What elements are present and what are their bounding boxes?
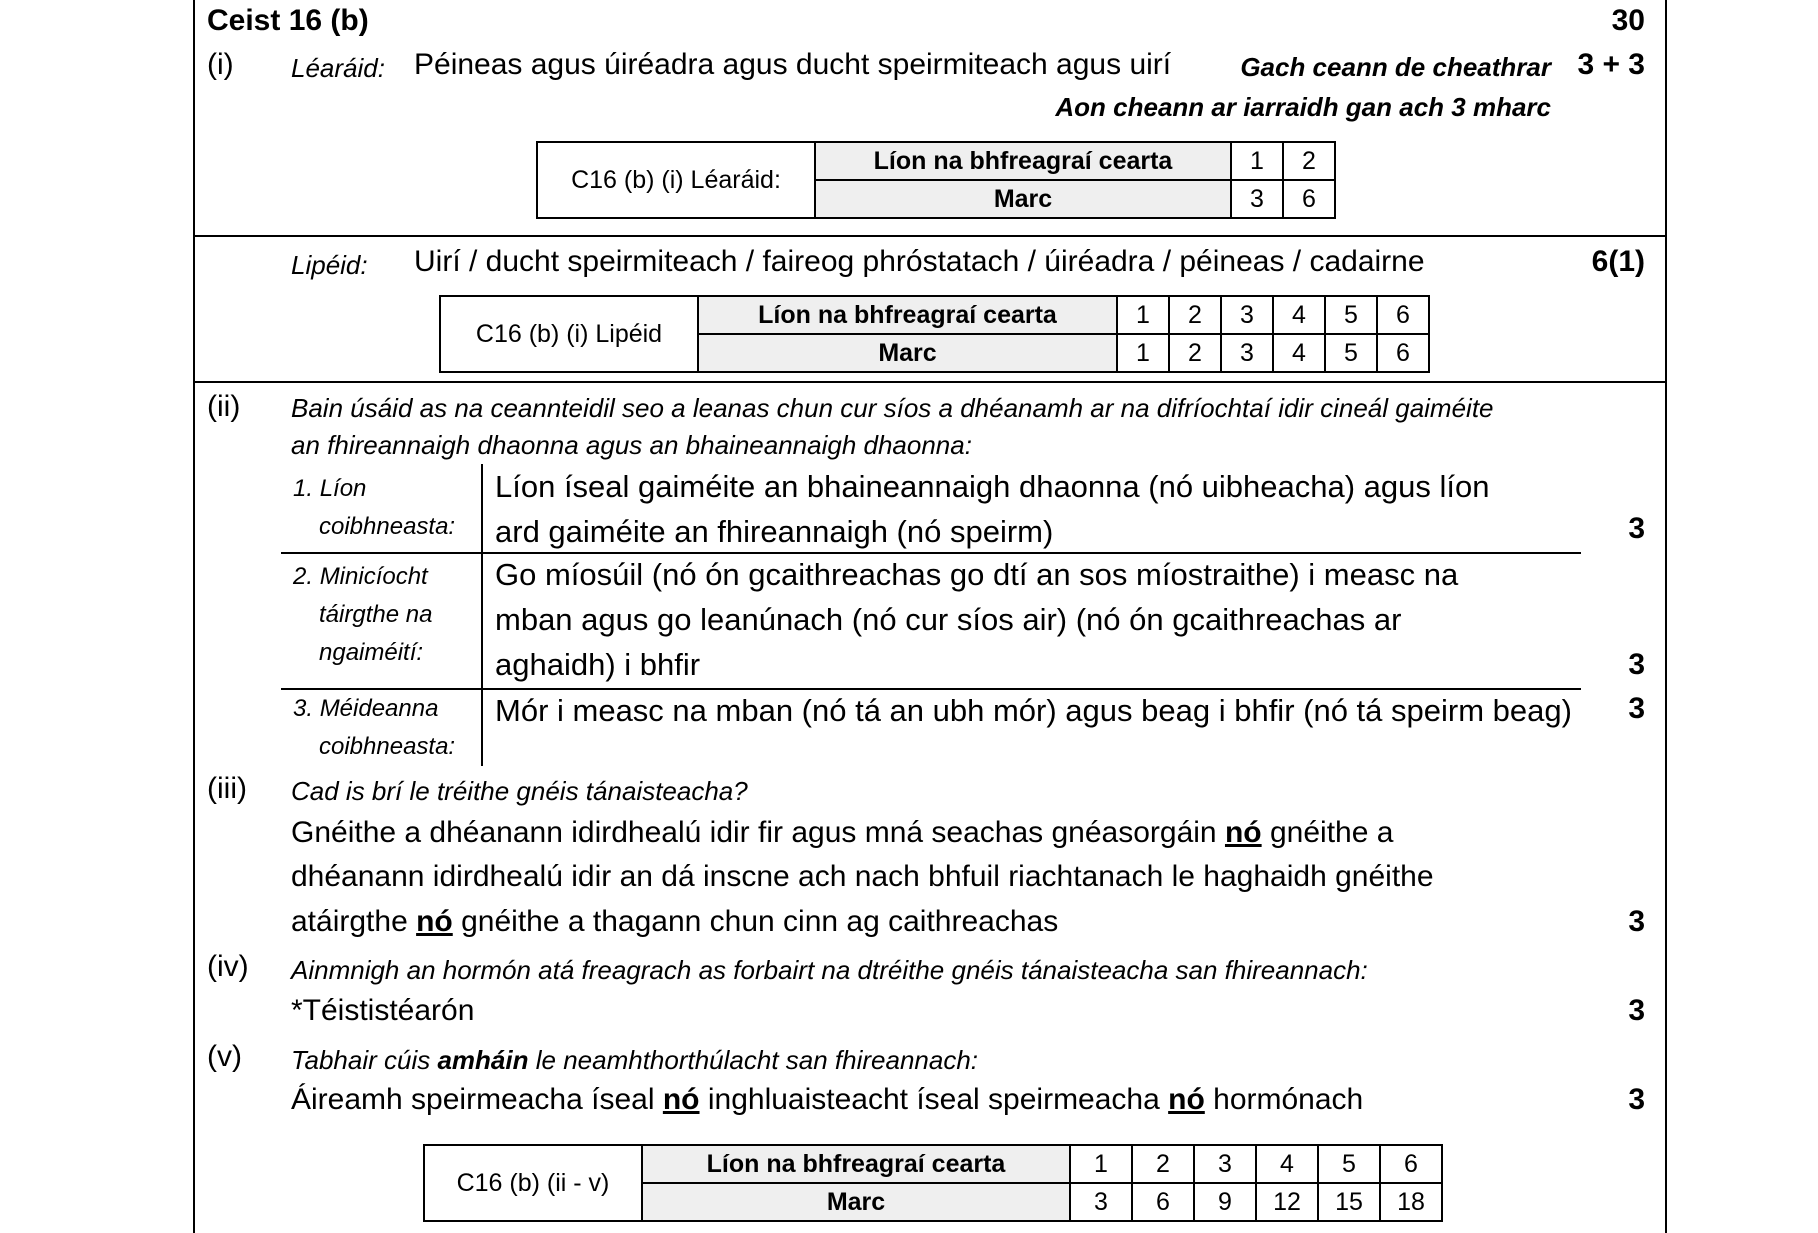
diagram-mark: 3 + 3 bbox=[1577, 48, 1645, 81]
row-mark: 3 bbox=[1628, 512, 1645, 545]
diagram-note-1: Gach ceann de cheathrar bbox=[1240, 52, 1551, 82]
table-cell: 5 bbox=[1325, 296, 1377, 334]
table-cell: 1 bbox=[1117, 334, 1169, 372]
difference-row bbox=[281, 688, 1581, 766]
table-cell: 2 bbox=[1283, 142, 1335, 180]
question-total: 30 bbox=[1611, 4, 1645, 37]
table-cell: 4 bbox=[1256, 1145, 1318, 1183]
table-header-answers: Líon na bhfreagraí cearta bbox=[642, 1145, 1070, 1183]
row-mark: 3 bbox=[1628, 648, 1645, 681]
part-iii-label: (iii) bbox=[207, 772, 247, 805]
table-cell: 1 bbox=[1231, 142, 1283, 180]
question-title: Ceist 16 (b) bbox=[207, 4, 369, 37]
part-ii-instruction-1: Bain úsáid as na ceannteidil seo a leanas chun cur síos a dhéanamh ar na difríochtaí idir cineál gaiméite bbox=[291, 393, 1494, 423]
marking-scheme-page bbox=[193, 0, 1667, 1233]
table-cell: 6 bbox=[1380, 1145, 1442, 1183]
table-cell: 18 bbox=[1380, 1183, 1442, 1221]
table-label: C16 (b) (ii - v) bbox=[424, 1145, 642, 1221]
table-cell: 5 bbox=[1318, 1145, 1380, 1183]
part-v-mark: 3 bbox=[1628, 1083, 1645, 1116]
table-cell: 1 bbox=[1070, 1145, 1132, 1183]
part-iii-answer-line-3: atáirgthe nó gnéithe a thagann chun cinn ag caithreachas bbox=[291, 905, 1059, 938]
part-i-label: (i) bbox=[207, 48, 234, 81]
part-iii-answer-line-1: Gnéithe a dhéanann idirdhealú idir fir agus mná seachas gnéasorgáin nó gnéithe a bbox=[291, 816, 1394, 849]
part-iii-mark: 3 bbox=[1628, 905, 1645, 938]
table-header-answers: Líon na bhfreagraí cearta bbox=[815, 142, 1231, 180]
divider bbox=[481, 552, 483, 688]
part-iv-question: Ainmnigh an hormón atá freagrach as forbairt na dtréithe gnéis tánaisteacha san fhireannach: bbox=[291, 955, 1368, 985]
row-label: 3. Méideanna coibhneasta: bbox=[293, 695, 456, 760]
table-cell: 2 bbox=[1169, 296, 1221, 334]
table-cell: 3 bbox=[1231, 180, 1283, 218]
table-cell: 4 bbox=[1273, 296, 1325, 334]
divider bbox=[481, 688, 483, 766]
difference-row bbox=[281, 464, 1581, 554]
table-cell: 12 bbox=[1256, 1183, 1318, 1221]
divider bbox=[195, 381, 1665, 383]
divider bbox=[195, 235, 1665, 237]
diagram-answer: Péineas agus úiréadra agus ducht speirmiteach agus uirí bbox=[414, 48, 1172, 81]
table-cell: 2 bbox=[1132, 1145, 1194, 1183]
table-label: C16 (b) (i) Léaráid: bbox=[537, 142, 815, 218]
table-header-marks: Marc bbox=[698, 334, 1117, 372]
part-iii-question: Cad is brí le tréithe gnéis tánaisteacha? bbox=[291, 776, 748, 806]
table-cell: 5 bbox=[1325, 334, 1377, 372]
part-iv-label: (iv) bbox=[207, 950, 249, 983]
labels-mark: 6(1) bbox=[1591, 245, 1645, 278]
row-text: Mór i measc na mban (nó tá an ubh mór) agus beag i bhfir (nó tá speirm beag) bbox=[495, 693, 1572, 728]
diagram-note-2: Aon cheann ar iarraidh gan ach 3 mharc bbox=[1055, 92, 1551, 122]
difference-row bbox=[281, 552, 1581, 690]
part-iii-answer-line-2: dhéanann idirdhealú idir an dá inscne ach nach bhfuil riachtanach le haghaidh gnéithe bbox=[291, 860, 1434, 893]
part-iv-answer: *Téististéarón bbox=[291, 994, 475, 1027]
table-cell: 6 bbox=[1377, 334, 1429, 372]
table-cell: 3 bbox=[1194, 1145, 1256, 1183]
row-label: 2. Minicíocht táirgthe na ngaiméití: bbox=[293, 563, 433, 666]
part-ii-instruction-2: an fhireannaigh dhaonna agus an bhaineannaigh dhaonna: bbox=[291, 430, 972, 460]
row-mark: 3 bbox=[1628, 692, 1645, 725]
row-text: Go míosúil (nó ón gcaithreachas go dtí an sos míostraithe) i measc na mban agus go leanúnach (nó cur síos air) (nó ón gcaithreachas ar aghaidh) i bhfir bbox=[495, 557, 1459, 682]
diagram-marks-table bbox=[536, 141, 1336, 219]
table-cell: 2 bbox=[1169, 334, 1221, 372]
table-header-marks: Marc bbox=[642, 1183, 1070, 1221]
table-cell: 9 bbox=[1194, 1183, 1256, 1221]
part-v-answer: Áireamh speirmeacha íseal nó inghluaisteacht íseal speirmeacha nó hormónach bbox=[291, 1083, 1364, 1116]
labels-marks-table bbox=[439, 295, 1430, 373]
part-iv-mark: 3 bbox=[1628, 994, 1645, 1027]
labels-label: Lipéid: bbox=[291, 250, 368, 280]
table-cell: 6 bbox=[1377, 296, 1429, 334]
diagram-label: Léaráid: bbox=[291, 53, 385, 83]
part-ii-label: (ii) bbox=[207, 390, 241, 423]
table-cell: 3 bbox=[1070, 1183, 1132, 1221]
part-v-label: (v) bbox=[207, 1040, 242, 1073]
table-cell: 3 bbox=[1221, 334, 1273, 372]
table-header-marks: Marc bbox=[815, 180, 1231, 218]
row-label: 1. Líon coibhneasta: bbox=[293, 475, 456, 540]
row-text: Líon íseal gaiméite an bhaineannaigh dhaonna (nó uibheacha) agus líon ard gaiméite an fhireannaigh (nó speirm) bbox=[495, 469, 1490, 549]
part-v-question: Tabhair cúis amháin le neamhthorthúlacht san fhireannach: bbox=[291, 1045, 979, 1075]
table-label: C16 (b) (i) Lipéid bbox=[440, 296, 698, 372]
table-cell: 3 bbox=[1221, 296, 1273, 334]
table-cell: 1 bbox=[1117, 296, 1169, 334]
table-cell: 4 bbox=[1273, 334, 1325, 372]
table-cell: 6 bbox=[1283, 180, 1335, 218]
table-header-answers: Líon na bhfreagraí cearta bbox=[698, 296, 1117, 334]
table-cell: 15 bbox=[1318, 1183, 1380, 1221]
divider bbox=[481, 464, 483, 552]
table-cell: 6 bbox=[1132, 1183, 1194, 1221]
labels-answer: Uirí / ducht speirmiteach / faireog phróstatach / úiréadra / péineas / cadairne bbox=[414, 245, 1425, 278]
final-marks-table bbox=[423, 1144, 1443, 1222]
